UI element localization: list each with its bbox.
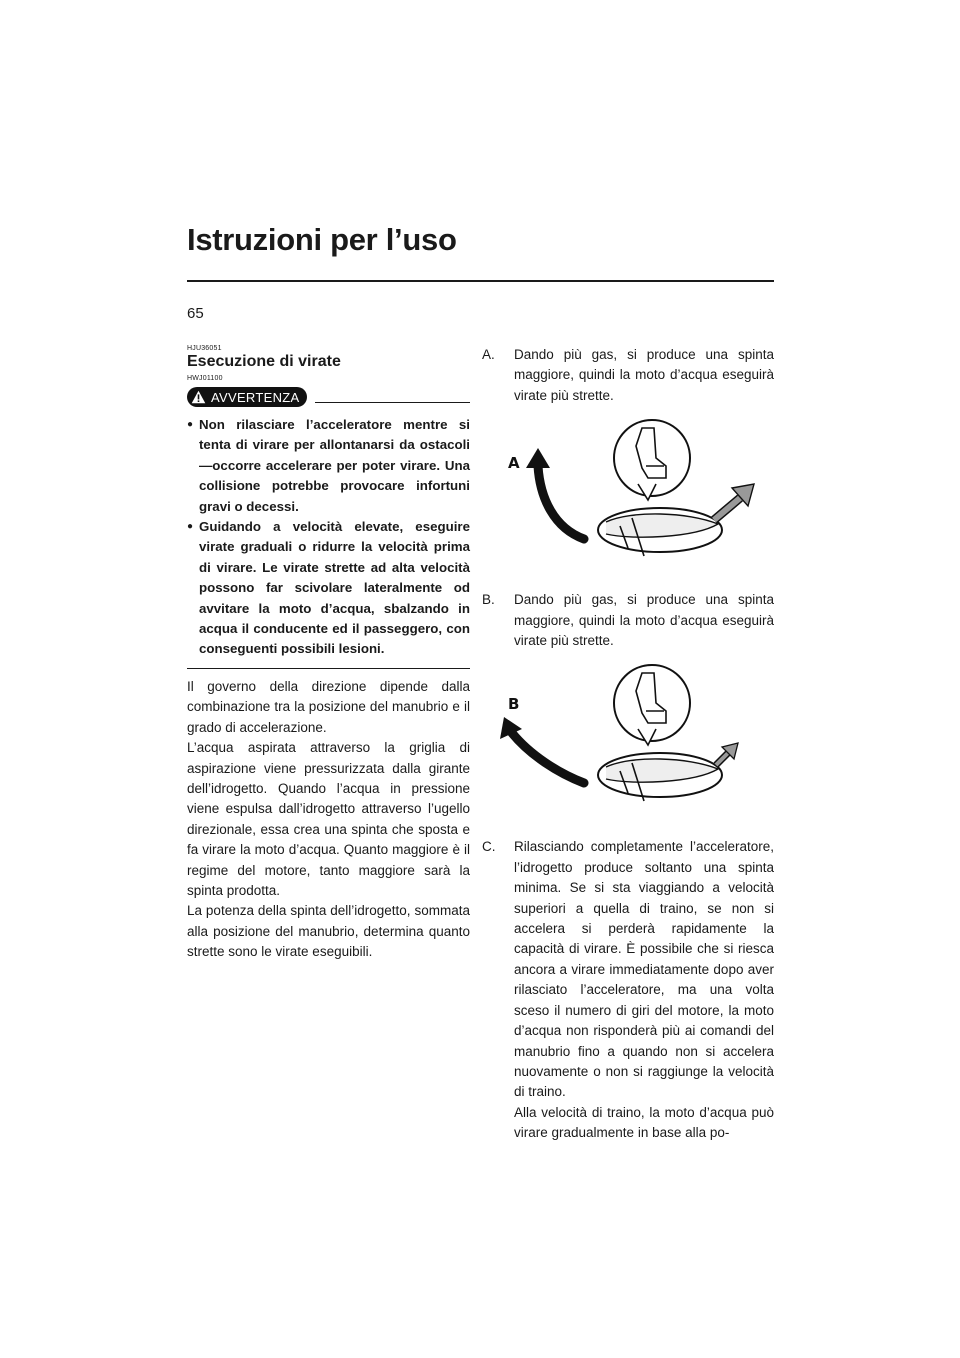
step-c [482,837,774,1143]
step-text: Dando più gas, si produce una spinta maggiore, quindi la moto d’acqua eseguirà virate più strette. [514,592,774,649]
warning-rule [315,402,470,403]
warning-item: ● Guidando a velocità elevate, eseguire virate graduali o ridurre la velocità prima di virare. Le virate strette ad alta velocità possono far scivolare lateralmente od avvitare la moto d’acqua, sbalzando in acqua il conducente ed il passeggero, con conseguenti possibili lesioni. [187,517,470,660]
figure-a [482,406,774,584]
warning-item: ● Non rilasciare l’acceleratore mentre si tenta di virare per allontanarsi da ostacoli—occorre accelerare per poter virare. Una collisione potrebbe provocare infortuni gravi o decessi. [187,415,470,517]
figure-letter: B [508,695,520,714]
warning-label: AVVERTENZA [211,389,300,405]
figure-letter: A [508,454,520,473]
page-title: Istruzioni per l’uso [187,222,457,257]
body-paragraph: La potenza della spinta dell’idrogetto, sommata alla posizione del manubrio, determina quanto strette sono le virate eseguibili. [187,903,470,960]
right-column [482,345,774,1144]
step-label: B. [482,592,495,608]
section-title: Esecuzione di virate [187,353,341,370]
step-text-group [514,837,774,1143]
step-a [482,345,774,406]
page-number: 65 [187,305,204,322]
turn-diagram-a [482,406,774,584]
left-column [187,345,470,963]
warning-header [187,387,470,407]
step-b [482,590,774,651]
step-label: C. [482,839,496,855]
body-paragraph: Il governo della direzione dipende dalla combinazione tra la posizione del manubrio e il grado di accelerazione. [187,678,470,735]
step-label: A. [482,347,495,362]
warning-badge [187,387,307,407]
warning-list [187,415,470,660]
step-text: Rilasciando completamente l’acceleratore, l’idrogetto produce soltanto una spinta minima. Se si sta viaggiando a velocità superiori a quella di traino, se non si accelera si perderà rapidamente la capacità di virare. È possibile che si riesca ancora a virare immediatamente dopo aver rilasciato l’acceleratore, ma una volta sceso il numero di giri del motore, la moto d’acqua non risponderà più ai comandi del manubrio fino a quando non si accelera nuovamente o non si raggiunge la velocità di traino. [514,839,774,1100]
warning-code: HWJ01100 [187,375,223,382]
warning-triangle-icon [191,390,206,404]
body-paragraph: L’acqua aspirata attraverso la griglia di aspirazione viene pressurizzata dalla girante dell’idrogetto. Quando l’acqua in pressione viene espulsa dall’idrogetto attraverso l’ugello direzionale, essa crea una spinta che sposta e fa virare la moto d’acqua. Quanto maggiore è il regime del motore, tanto maggiore sarà la spinta prodotta. [187,740,470,898]
step-text-continued: Alla velocità di traino, la moto d’acqua può virare gradualmente in base alla po- [514,1104,774,1141]
step-text: Dando più gas, si produce una spinta maggiore, quindi la moto d’acqua eseguirà virate più strette. [514,347,774,403]
figure-b [482,651,774,829]
section-code: HJU36051 [187,345,222,352]
header-rule [187,280,774,282]
warning-end-rule [187,668,470,669]
turn-diagram-b [482,651,774,829]
